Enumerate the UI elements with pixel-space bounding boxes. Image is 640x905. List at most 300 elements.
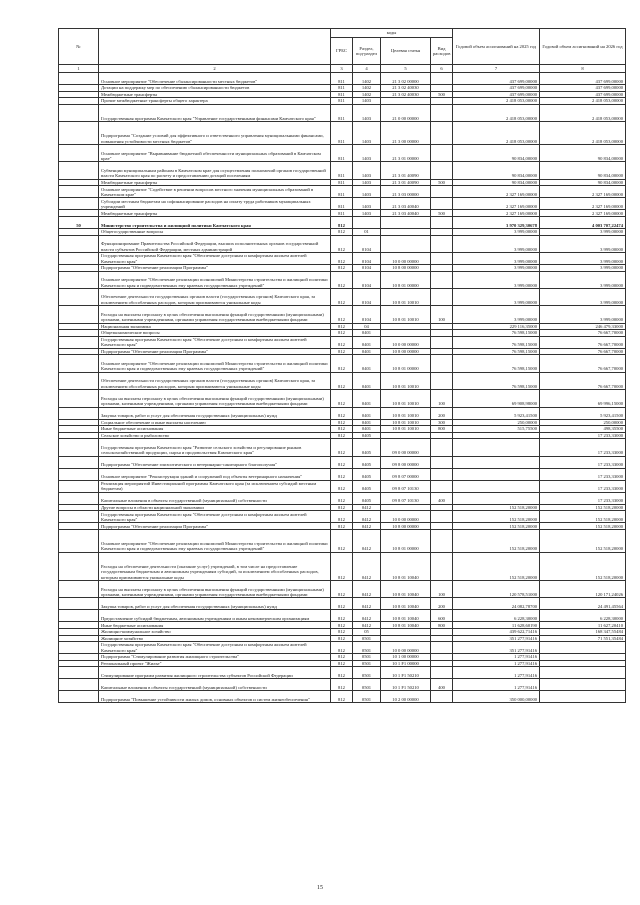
row-amount-2026: 76 667,70000 xyxy=(540,336,626,348)
header-colnum-5: 5 xyxy=(381,65,431,73)
header-colnum-1: 1 xyxy=(59,65,99,73)
row-amount-2026: 3 999,00000 xyxy=(540,252,626,264)
row-number xyxy=(59,432,99,439)
row-amount-2026: 3 999,00000 xyxy=(540,288,626,305)
row-target-article xyxy=(381,330,431,337)
row-grbs: 811 xyxy=(331,162,353,179)
table-row xyxy=(59,144,626,161)
row-grbs: 812 xyxy=(331,610,353,622)
row-name: Расходы на обеспечение деятельности (оказание услуг) учреждений, в том числе на предоставление государственным бюджетным и автономным учреждениям субсидий, за исключением обособленных расходов, которым присваиваются уникальные коды xyxy=(99,552,331,580)
table-row xyxy=(59,264,626,271)
table-row xyxy=(59,530,626,553)
row-amount-2026 xyxy=(540,679,626,691)
row-expense-type xyxy=(431,355,453,372)
row-target-article: 10 2 00 00000 xyxy=(381,691,431,703)
row-expense-type: 100 xyxy=(431,580,453,597)
row-expense-type: 800 xyxy=(431,622,453,629)
row-target-article: 10 8 00 00000 xyxy=(381,348,431,355)
row-expense-type xyxy=(431,235,453,252)
row-grbs: 812 xyxy=(331,622,353,629)
row-name: Министерство строительства и жилищной политики Камчатского края xyxy=(99,216,331,228)
table-row xyxy=(59,468,626,480)
row-grbs: 812 xyxy=(331,323,353,330)
row-name: Подпрограмма "Повышение устойчивости жилых домов, основных объектов и систем жизнеобеспечения" xyxy=(99,691,331,703)
row-amount-2025: 2 327 169,00000 xyxy=(453,210,540,217)
row-razdel: 0501 xyxy=(353,660,381,667)
row-expense-type: 400 xyxy=(431,679,453,691)
row-expense-type xyxy=(431,456,453,468)
row-name: Межбюджетные трансферты xyxy=(99,91,331,98)
row-amount-2025: 90 834,00000 xyxy=(453,144,540,161)
row-amount-2025: 350 000,00000 xyxy=(453,691,540,703)
header-colnum-3: 3 xyxy=(331,65,353,73)
row-razdel: 0501 xyxy=(353,667,381,679)
row-grbs: 812 xyxy=(331,580,353,597)
row-grbs: 812 xyxy=(331,252,353,264)
row-amount-2026: 250,00000 xyxy=(540,419,626,426)
row-expense-type xyxy=(431,336,453,348)
row-razdel: 1402 xyxy=(353,85,381,92)
row-grbs: 812 xyxy=(331,642,353,654)
row-amount-2025: 437 699,00000 xyxy=(453,73,540,85)
row-amount-2026: 76 667,70000 xyxy=(540,330,626,337)
header-vr: Вид расходов xyxy=(431,38,453,65)
row-expense-type xyxy=(431,504,453,511)
table-row xyxy=(59,610,626,622)
row-razdel: 1403 xyxy=(353,144,381,161)
row-grbs: 811 xyxy=(331,122,353,145)
row-razdel: 0412 xyxy=(353,530,381,553)
row-target-article: 21 3 02 40030 xyxy=(381,91,431,98)
row-razdel: 1403 xyxy=(353,210,381,217)
row-target-article: 21 3 01 00000 xyxy=(381,144,431,161)
row-target-article: 09 0 00 00000 xyxy=(381,439,431,456)
row-expense-type xyxy=(431,98,453,105)
row-name: Обеспечение деятельности государственных органов власти (государственных органов) Камчатского края, за исключением обособленных расходов, которым присваиваются уникальные коды xyxy=(99,372,331,389)
row-amount-2025 xyxy=(453,492,540,504)
row-amount-2025: 69 908,98000 xyxy=(453,390,540,407)
row-amount-2025 xyxy=(453,480,540,492)
row-razdel: 0501 xyxy=(353,691,381,703)
row-amount-2026: 76 667,70000 xyxy=(540,372,626,389)
row-expense-type xyxy=(431,439,453,456)
row-expense-type xyxy=(431,144,453,161)
row-expense-type xyxy=(431,667,453,679)
row-name: Основное мероприятие "Обеспечение реализации полномочий Министерства строительства и жилищной политики Камчатского края и подведомственных ему краевых государственных учреждений" xyxy=(99,355,331,372)
row-target-article: 10 0 00 00000 xyxy=(381,511,431,523)
row-target-article: 10 8 01 10010 xyxy=(381,407,431,419)
header-row-numbers xyxy=(59,65,626,73)
header-2026: Годовой объем ассигнований на 2026 год xyxy=(540,29,626,65)
row-target-article: 10 8 00 00000 xyxy=(381,264,431,271)
table-row xyxy=(59,348,626,355)
row-razdel: 04 xyxy=(353,323,381,330)
row-amount-2026: 152 518,20000 xyxy=(540,504,626,511)
row-expense-type: 800 xyxy=(431,426,453,433)
row-grbs: 812 xyxy=(331,390,353,407)
row-amount-2025: 90 834,00000 xyxy=(453,162,540,179)
row-target-article xyxy=(381,504,431,511)
table-row xyxy=(59,691,626,703)
row-razdel: 0412 xyxy=(353,523,381,530)
row-name: Иные бюджетные ассигнования xyxy=(99,622,331,629)
row-amount-2026: 168 347,55484 xyxy=(540,628,626,635)
row-number xyxy=(59,288,99,305)
row-amount-2026: 11 627,20410 xyxy=(540,622,626,629)
row-amount-2026: 69 996,15000 xyxy=(540,390,626,407)
row-razdel: 0104 xyxy=(353,264,381,271)
row-name: Предоставление субсидий бюджетным, автономным учреждениям и иным некоммерческим организациям xyxy=(99,610,331,622)
row-amount-2026: 437 699,00000 xyxy=(540,85,626,92)
row-expense-type xyxy=(431,628,453,635)
row-grbs: 812 xyxy=(331,628,353,635)
row-amount-2025: 76 598,15000 xyxy=(453,372,540,389)
page-number: 15 xyxy=(317,885,323,891)
row-razdel: 0405 xyxy=(353,480,381,492)
row-razdel: 1403 xyxy=(353,122,381,145)
row-name: Подпрограмма "Создание условий для эффективного и ответственного управления муниципальными финансами, повышения устойчивости местных бюджетов" xyxy=(99,122,331,145)
row-number xyxy=(59,91,99,98)
row-amount-2025: 2 418 053,00000 xyxy=(453,98,540,105)
row-amount-2025: 229 116,35000 xyxy=(453,323,540,330)
row-number xyxy=(59,456,99,468)
row-expense-type xyxy=(431,216,453,228)
row-target-article: 10 8 01 00000 xyxy=(381,271,431,288)
row-amount-2025: 351 277,91416 xyxy=(453,642,540,654)
row-target-article xyxy=(381,228,431,235)
row-target-article: 10 0 00 00000 xyxy=(381,252,431,264)
row-target-article: 09 8 07 00000 xyxy=(381,468,431,480)
table-row xyxy=(59,179,626,186)
row-expense-type xyxy=(431,635,453,642)
row-number xyxy=(59,439,99,456)
row-expense-type xyxy=(431,552,453,580)
row-amount-2026: 24 491,45564 xyxy=(540,598,626,610)
row-expense-type xyxy=(431,511,453,523)
row-target-article xyxy=(381,216,431,228)
row-number xyxy=(59,492,99,504)
row-number xyxy=(59,667,99,679)
row-number xyxy=(59,580,99,597)
row-target-article: 10 0 00 00000 xyxy=(381,336,431,348)
row-number xyxy=(59,598,99,610)
row-grbs: 812 xyxy=(331,660,353,667)
row-amount-2025: 152 518,20000 xyxy=(453,511,540,523)
row-amount-2025: 2 327 169,00000 xyxy=(453,198,540,210)
table-row xyxy=(59,323,626,330)
row-amount-2026: 437 699,00000 xyxy=(540,73,626,85)
row-razdel: 0501 xyxy=(353,679,381,691)
row-amount-2025: 3 970 329,30678 xyxy=(453,216,540,228)
table-row xyxy=(59,679,626,691)
table-row xyxy=(59,511,626,523)
row-expense-type xyxy=(431,85,453,92)
row-amount-2025: 3 999,00000 xyxy=(453,264,540,271)
row-grbs: 812 xyxy=(331,523,353,530)
row-amount-2025: 3 999,00000 xyxy=(453,271,540,288)
row-grbs: 811 xyxy=(331,210,353,217)
row-amount-2026 xyxy=(540,654,626,661)
table-row xyxy=(59,73,626,85)
row-amount-2026: 3 999,00000 xyxy=(540,235,626,252)
row-number xyxy=(59,628,99,635)
row-expense-type xyxy=(431,654,453,661)
table-row xyxy=(59,122,626,145)
row-razdel: 0401 xyxy=(353,372,381,389)
row-target-article: 10 8 01 10040 xyxy=(381,610,431,622)
row-target-article xyxy=(381,628,431,635)
row-amount-2025 xyxy=(453,432,540,439)
row-amount-2026: 152 518,20000 xyxy=(540,511,626,523)
row-razdel: 0104 xyxy=(353,235,381,252)
table-row xyxy=(59,372,626,389)
row-amount-2025 xyxy=(453,468,540,480)
row-name: Расходы на выплаты персоналу в целях обеспечения выполнения функций государственными (муниципальными) органами, казенными учреждениями, органами управления государственными внебюджетными фондами xyxy=(99,390,331,407)
row-name: Функционирование Правительства Российской Федерации, высших исполнительных органов государственной власти субъектов Российской Федерации, местных администраций xyxy=(99,235,331,252)
table-row xyxy=(59,439,626,456)
row-name: Обеспечение деятельности государственных органов власти (государственных органов) Камчатского края, за исключением обособленных расходов, которым присваиваются уникальные коды xyxy=(99,288,331,305)
row-name: Закупка товаров, работ и услуг для обеспечения государственных (муниципальных) нужд xyxy=(99,407,331,419)
row-amount-2025: 3 999,00000 xyxy=(453,228,540,235)
row-razdel: 0401 xyxy=(353,407,381,419)
row-grbs: 812 xyxy=(331,288,353,305)
row-name: Социальное обеспечение и иные выплаты населению xyxy=(99,419,331,426)
row-number xyxy=(59,504,99,511)
table-row xyxy=(59,216,626,228)
row-target-article xyxy=(381,98,431,105)
row-amount-2025: 515,75500 xyxy=(453,426,540,433)
header-2025: Годовой объем ассигнований на 2025 год xyxy=(453,29,540,65)
row-amount-2025: 24 082,78700 xyxy=(453,598,540,610)
row-target-article: 10 8 01 10040 xyxy=(381,598,431,610)
row-target-article: 10 8 01 10010 xyxy=(381,390,431,407)
row-expense-type xyxy=(431,480,453,492)
row-number xyxy=(59,144,99,161)
row-grbs: 812 xyxy=(331,264,353,271)
row-target-article: 10 1 F1 50210 xyxy=(381,679,431,691)
row-name: Межбюджетные трансферты xyxy=(99,210,331,217)
row-expense-type: 500 xyxy=(431,210,453,217)
row-grbs: 811 xyxy=(331,186,353,198)
row-amount-2025: 76 598,15000 xyxy=(453,336,540,348)
row-number: 50 xyxy=(59,216,99,228)
row-name: Региональный проект "Жилье" xyxy=(99,660,331,667)
row-razdel: 0412 xyxy=(353,598,381,610)
row-number xyxy=(59,407,99,419)
row-expense-type: 400 xyxy=(431,492,453,504)
row-expense-type xyxy=(431,186,453,198)
row-amount-2026 xyxy=(540,642,626,654)
row-grbs: 811 xyxy=(331,91,353,98)
row-name: Государственная программа Камчатского края "Обеспечение доступным и комфортным жильем жителей Камчатского края" xyxy=(99,511,331,523)
row-razdel: 0412 xyxy=(353,610,381,622)
row-grbs: 812 xyxy=(331,439,353,456)
row-amount-2026: 152 518,20000 xyxy=(540,552,626,580)
row-number xyxy=(59,85,99,92)
table-row xyxy=(59,235,626,252)
row-razdel xyxy=(353,216,381,228)
row-grbs: 812 xyxy=(331,216,353,228)
row-target-article xyxy=(381,432,431,439)
row-target-article xyxy=(381,235,431,252)
table-row xyxy=(59,622,626,629)
row-amount-2026: 437 699,00000 xyxy=(540,91,626,98)
row-grbs: 811 xyxy=(331,198,353,210)
row-amount-2026: 76 667,70000 xyxy=(540,348,626,355)
row-target-article: 10 0 00 00000 xyxy=(381,642,431,654)
row-target-article xyxy=(381,635,431,642)
table-row xyxy=(59,390,626,407)
row-razdel: 1402 xyxy=(353,73,381,85)
row-expense-type xyxy=(431,122,453,145)
table-row xyxy=(59,598,626,610)
budget-table-body xyxy=(59,73,626,703)
row-razdel: 0401 xyxy=(353,330,381,337)
row-grbs: 811 xyxy=(331,179,353,186)
row-amount-2025: 76 598,15000 xyxy=(453,330,540,337)
row-grbs: 812 xyxy=(331,552,353,580)
row-amount-2025: 437 699,00000 xyxy=(453,91,540,98)
row-target-article: 10 8 01 10010 xyxy=(381,306,431,323)
row-target-article: 10 1 00 00000 xyxy=(381,654,431,661)
table-row xyxy=(59,426,626,433)
row-number xyxy=(59,271,99,288)
budget-page xyxy=(58,28,625,703)
row-razdel: 0401 xyxy=(353,390,381,407)
row-name: Другие вопросы в области национальной экономики xyxy=(99,504,331,511)
row-name: Общегосударственные вопросы xyxy=(99,228,331,235)
row-expense-type xyxy=(431,530,453,553)
row-amount-2026: 17 233,33000 xyxy=(540,439,626,456)
row-name: Подпрограмма "Обеспечение реализации Программы" xyxy=(99,348,331,355)
row-expense-type: 500 xyxy=(431,179,453,186)
table-row xyxy=(59,667,626,679)
row-name: Жилищно-коммунальное хозяйство xyxy=(99,628,331,635)
row-target-article: 10 1 F1 50210 xyxy=(381,667,431,679)
row-name: Основное мероприятие "Обеспечение реализации полномочий Министерства строительства и жилищной политики Камчатского края и подведомственных ему краевых государственных учреждений" xyxy=(99,530,331,553)
row-number xyxy=(59,235,99,252)
row-razdel: 0412 xyxy=(353,504,381,511)
row-target-article: 10 8 01 10040 xyxy=(381,622,431,629)
row-target-article: 10 8 01 10010 xyxy=(381,288,431,305)
row-amount-2025: 351 277,91416 xyxy=(453,635,540,642)
row-amount-2025: 1 277,91416 xyxy=(453,679,540,691)
row-amount-2026: 76 667,70000 xyxy=(540,355,626,372)
row-number xyxy=(59,348,99,355)
header-colnum-8: 8 xyxy=(540,65,626,73)
row-target-article: 10 8 01 10010 xyxy=(381,419,431,426)
row-expense-type: 300 xyxy=(431,419,453,426)
row-target-article: 10 8 01 00000 xyxy=(381,355,431,372)
row-amount-2026: 246 479,33000 xyxy=(540,323,626,330)
row-target-article: 21 0 00 00000 xyxy=(381,104,431,121)
row-expense-type: 200 xyxy=(431,598,453,610)
row-razdel: 0401 xyxy=(353,419,381,426)
table-row xyxy=(59,660,626,667)
row-amount-2025: 437 699,00000 xyxy=(453,85,540,92)
row-number xyxy=(59,122,99,145)
row-grbs: 812 xyxy=(331,355,353,372)
row-grbs: 811 xyxy=(331,85,353,92)
row-expense-type xyxy=(431,372,453,389)
row-razdel: 1403 xyxy=(353,98,381,105)
row-target-article: 21 3 02 40030 xyxy=(381,85,431,92)
table-row xyxy=(59,198,626,210)
row-grbs: 812 xyxy=(331,691,353,703)
row-number xyxy=(59,654,99,661)
table-row xyxy=(59,480,626,492)
row-amount-2026: 2 327 169,00000 xyxy=(540,198,626,210)
row-expense-type xyxy=(431,252,453,264)
row-amount-2026 xyxy=(540,660,626,667)
row-expense-type xyxy=(431,348,453,355)
row-razdel: 01 xyxy=(353,228,381,235)
row-expense-type: 600 xyxy=(431,610,453,622)
row-amount-2025: 2 418 053,00000 xyxy=(453,122,540,145)
row-target-article: 10 8 01 10010 xyxy=(381,372,431,389)
row-amount-2025: 152 518,20000 xyxy=(453,552,540,580)
row-grbs: 812 xyxy=(331,426,353,433)
table-row xyxy=(59,355,626,372)
row-name: Реализация мероприятий Инвестиционной программы Камчатского края (за исключением субсидий местным бюджетам) xyxy=(99,480,331,492)
row-number xyxy=(59,642,99,654)
row-name: Закупка товаров, работ и услуг для обеспечения государственных (муниципальных) нужд xyxy=(99,598,331,610)
row-amount-2025: 3 999,00000 xyxy=(453,235,540,252)
row-razdel: 0501 xyxy=(353,654,381,661)
row-amount-2026: 3 999,00000 xyxy=(540,306,626,323)
row-amount-2026: 90 834,00000 xyxy=(540,162,626,179)
row-amount-2026: 5 923,41500 xyxy=(540,407,626,419)
table-row xyxy=(59,642,626,654)
row-name: Государственная программа Камчатского края "Обеспечение доступным и комфортным жильем жителей Камчатского края" xyxy=(99,252,331,264)
row-razdel: 0401 xyxy=(353,426,381,433)
row-amount-2025: 2 327 169,00000 xyxy=(453,186,540,198)
row-name: Подпрограмма "Обеспечение эпизоотического и ветеринарно-санитарного благополучия" xyxy=(99,456,331,468)
table-row xyxy=(59,432,626,439)
header-codes-group: коды xyxy=(331,29,453,38)
row-amount-2025: 152 518,20000 xyxy=(453,530,540,553)
row-name: Основное мероприятие "Обеспечение сбалансированности местных бюджетов" xyxy=(99,73,331,85)
row-number xyxy=(59,552,99,580)
row-razdel: 0405 xyxy=(353,439,381,456)
row-amount-2026: 2 327 169,00000 xyxy=(540,210,626,217)
header-razdel: Раздел, под-раздел xyxy=(353,38,381,65)
row-number xyxy=(59,390,99,407)
row-number xyxy=(59,252,99,264)
row-grbs: 811 xyxy=(331,104,353,121)
row-amount-2026 xyxy=(540,691,626,703)
table-row xyxy=(59,492,626,504)
row-amount-2026: 498,35500 xyxy=(540,426,626,433)
table-row xyxy=(59,98,626,105)
row-razdel: 0401 xyxy=(353,348,381,355)
row-razdel: 1403 xyxy=(353,104,381,121)
row-razdel: 0405 xyxy=(353,468,381,480)
row-amount-2025: 1 277,91416 xyxy=(453,667,540,679)
row-name: Дотации на поддержку мер по обеспечению сбалансированности бюджетов xyxy=(99,85,331,92)
row-expense-type xyxy=(431,271,453,288)
row-number xyxy=(59,511,99,523)
row-amount-2025: 250,00000 xyxy=(453,419,540,426)
row-amount-2026: 17 233,33000 xyxy=(540,432,626,439)
row-name: Подпрограмма "Обеспечение реализации Программы" xyxy=(99,264,331,271)
table-row xyxy=(59,162,626,179)
row-grbs: 812 xyxy=(331,667,353,679)
row-expense-type xyxy=(431,432,453,439)
header-colnum-4: 4 xyxy=(353,65,381,73)
row-expense-type xyxy=(431,660,453,667)
table-row xyxy=(59,330,626,337)
